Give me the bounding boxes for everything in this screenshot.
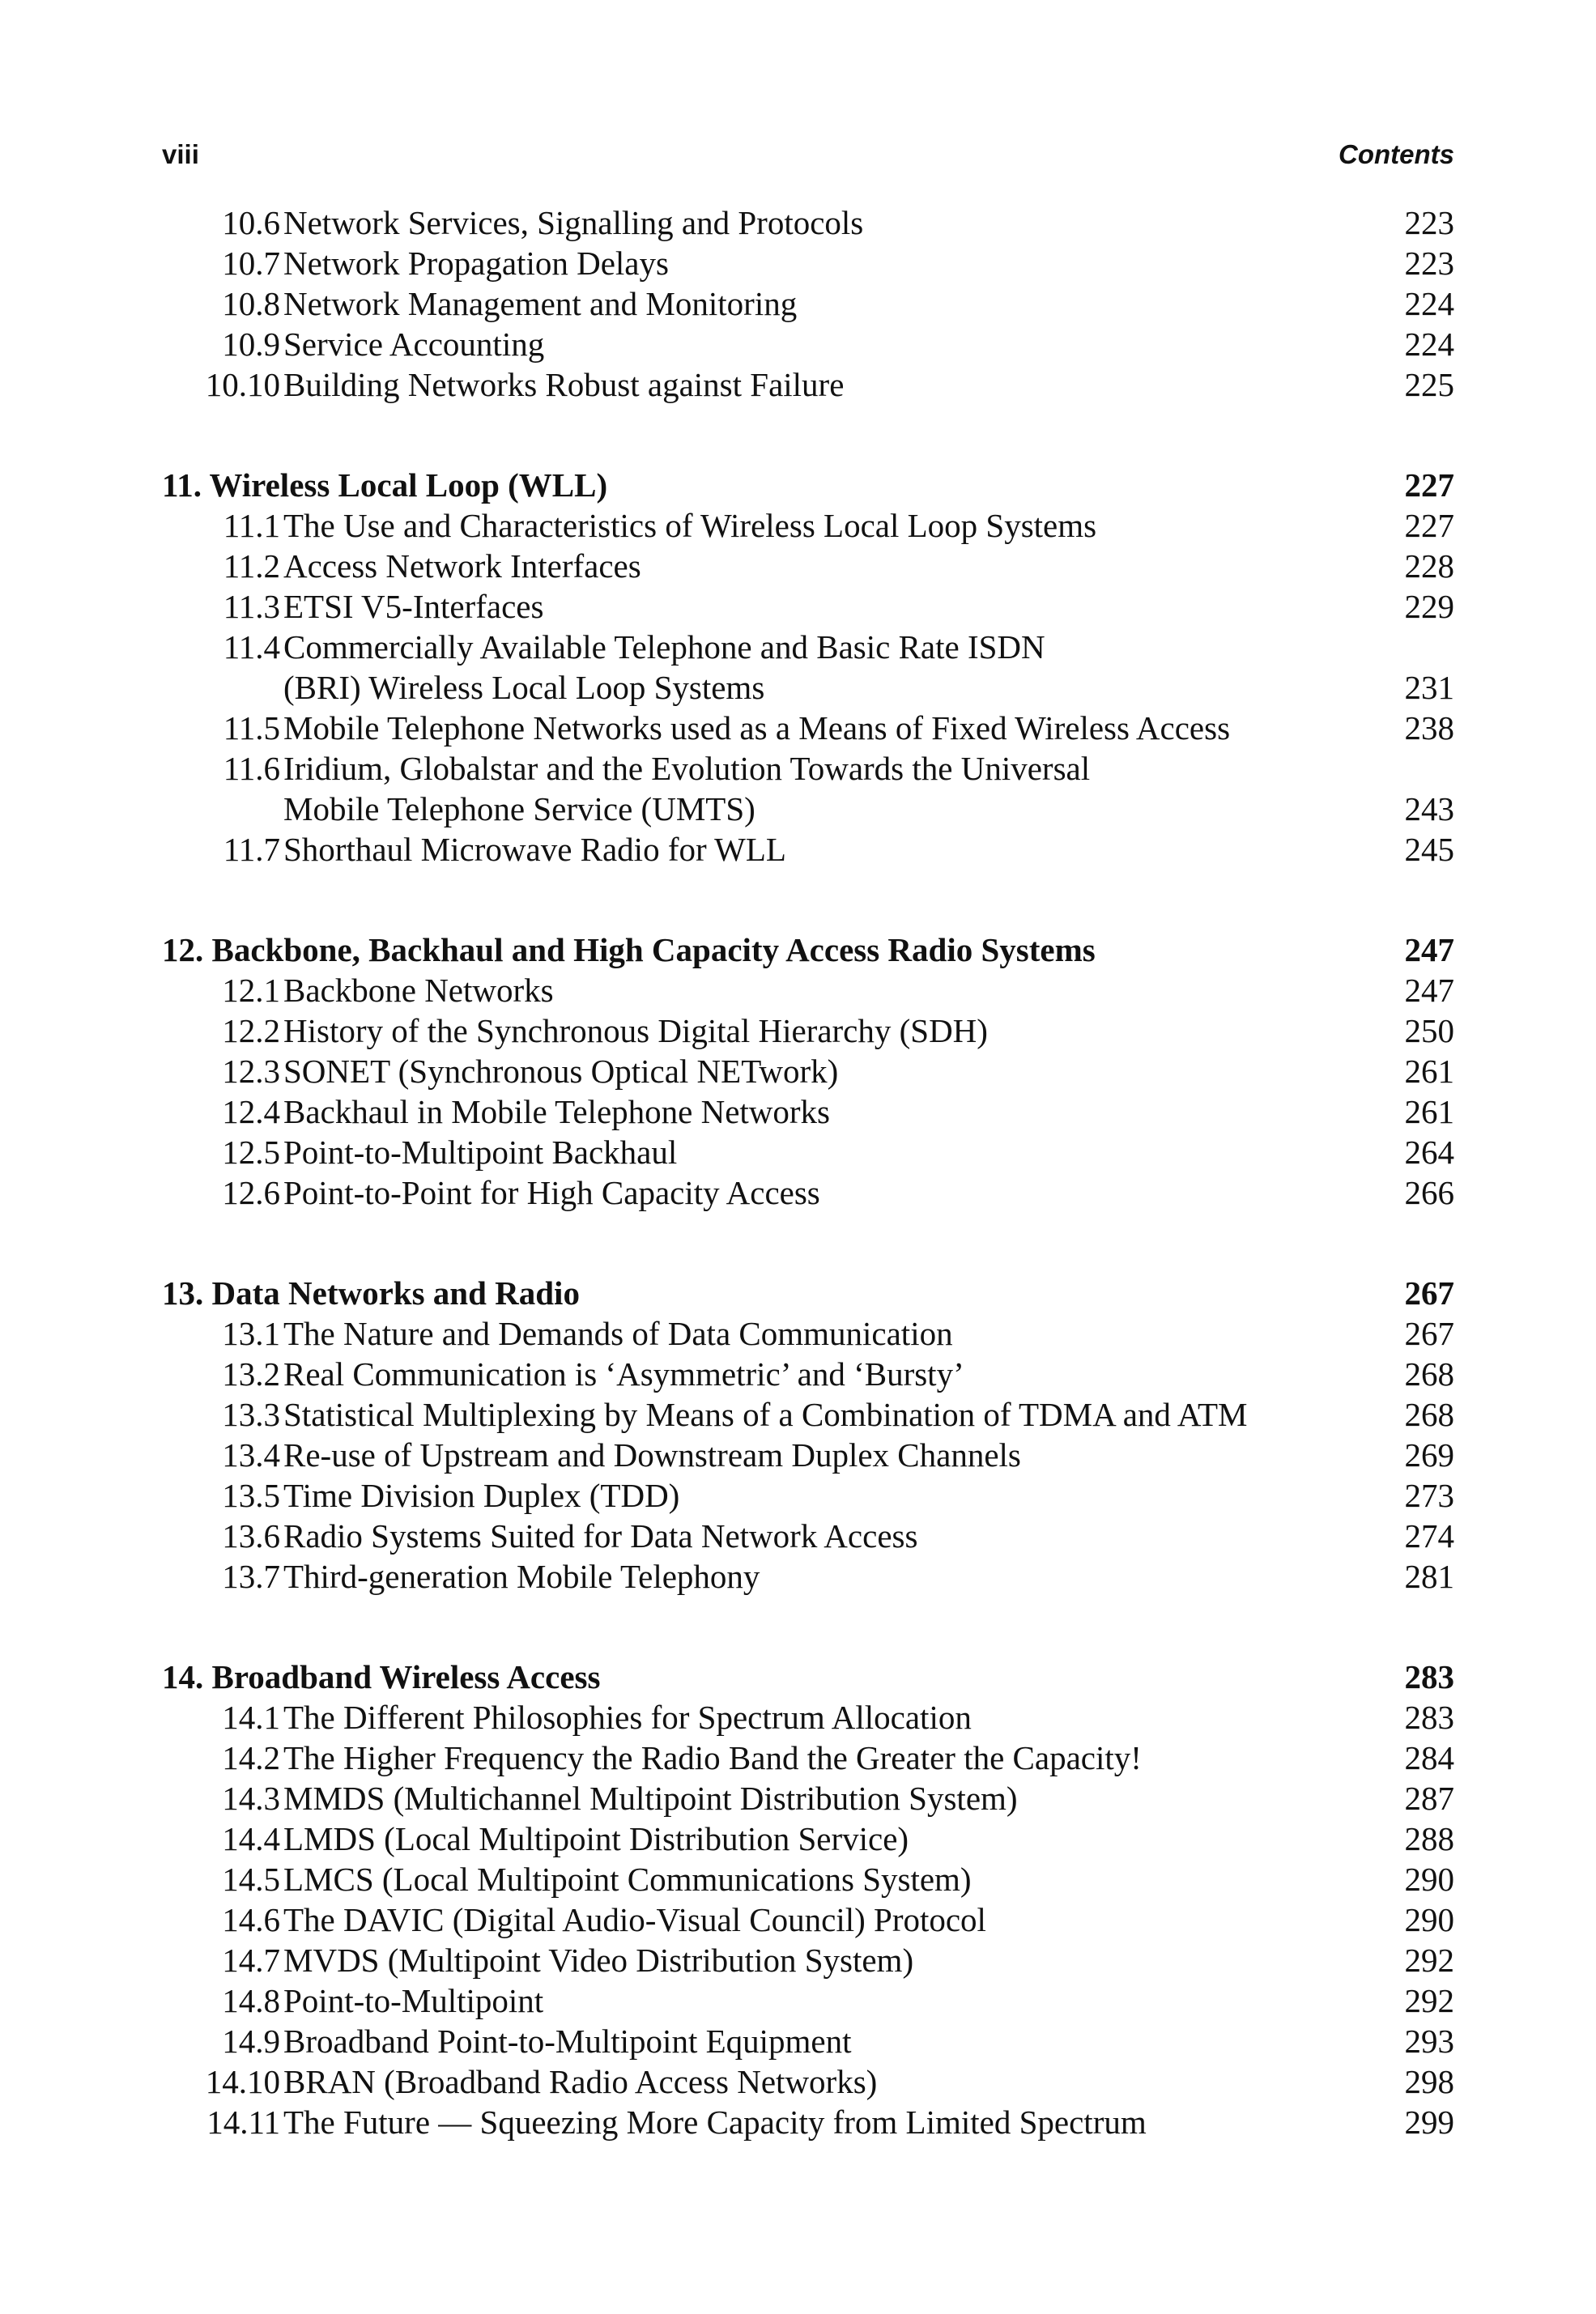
section-page-number: 243 (1404, 790, 1454, 827)
section-title: Service Accounting (283, 325, 545, 363)
section-page-number: 264 (1404, 1134, 1454, 1171)
toc-section-row[interactable] (162, 829, 1454, 870)
section-page-number: 261 (1404, 1053, 1454, 1090)
section-number: 13.2 (222, 1355, 280, 1393)
section-page-number: 225 (1404, 366, 1454, 403)
section-page-number: 293 (1404, 2023, 1454, 2060)
section-title: The Future — Squeezing More Capacity from Limited Spectrum (283, 2103, 1147, 2141)
toc-section-row[interactable] (162, 324, 1454, 364)
chapter-title: 11. Wireless Local Loop (WLL) (162, 466, 608, 504)
section-title: Point-to-Point for High Capacity Access (283, 1174, 820, 1211)
section-page-number: 224 (1404, 285, 1454, 322)
section-number: 10.9 (222, 325, 280, 363)
section-page-number: 227 (1404, 507, 1454, 544)
section-title: ETSI V5-Interfaces (283, 588, 544, 625)
toc-section-row[interactable] (162, 546, 1454, 586)
section-title: MMDS (Multichannel Multipoint Distribution System) (283, 1780, 1018, 1817)
section-title: Mobile Telephone Networks used as a Means of Fixed Wireless Access (283, 709, 1231, 747)
section-number: 14.9 (222, 2023, 280, 2060)
section-page-number: 274 (1404, 1517, 1454, 1555)
section-title: The Use and Characteristics of Wireless Local Loop Systems (283, 507, 1097, 544)
section-number: 12.6 (222, 1174, 280, 1211)
section-page-number: 223 (1404, 245, 1454, 282)
toc-section-row[interactable] (162, 1940, 1454, 1980)
toc-chapter-row[interactable] (162, 465, 1454, 505)
toc-section-row[interactable] (162, 1697, 1454, 1738)
section-number: 11.6 (223, 750, 280, 787)
toc-section-row[interactable] (162, 1172, 1454, 1213)
section-title: Backhaul in Mobile Telephone Networks (283, 1093, 830, 1130)
section-number: 11.3 (223, 588, 280, 625)
section-title: Commercially Available Telephone and Basic Rate ISDN (283, 628, 1045, 666)
section-number: 14.2 (222, 1739, 280, 1776)
section-title: Re-use of Upstream and Downstream Duplex Channels (283, 1436, 1021, 1474)
section-page-number: 231 (1404, 669, 1454, 706)
toc-section-row[interactable] (162, 1010, 1454, 1051)
toc-section-row[interactable] (162, 1778, 1454, 1818)
page-folio: viii (162, 139, 199, 169)
section-title: Building Networks Robust against Failure (283, 366, 845, 403)
toc-section-row[interactable] (162, 1980, 1454, 2021)
section-title: Backbone Networks (283, 972, 554, 1009)
toc-section-row[interactable] (162, 283, 1454, 324)
chapter-page-number: 283 (1404, 1658, 1454, 1695)
section-number: 14.10 (205, 2063, 280, 2100)
chapter-title: 14. Broadband Wireless Access (162, 1658, 601, 1695)
section-number: 12.4 (222, 1093, 280, 1130)
section-title: Mobile Telephone Service (UMTS) (283, 790, 755, 827)
section-page-number: 292 (1404, 1942, 1454, 1979)
section-title: BRAN (Broadband Radio Access Networks) (283, 2063, 878, 2100)
section-title: LMCS (Local Multipoint Communications System) (283, 1861, 972, 1898)
section-number: 13.7 (222, 1558, 280, 1595)
section-page-number: 266 (1404, 1174, 1454, 1211)
section-title: Real Communication is ‘Asymmetric’ and ‘Bursty’ (283, 1355, 964, 1393)
section-number: 13.1 (222, 1315, 280, 1352)
toc-section-row[interactable] (162, 789, 1454, 829)
section-number: 12.5 (222, 1134, 280, 1171)
section-page-number: 288 (1404, 1820, 1454, 1857)
toc-section-row[interactable] (162, 243, 1454, 283)
section-page-number: 283 (1404, 1699, 1454, 1736)
section-page-number: 268 (1404, 1396, 1454, 1433)
section-title: (BRI) Wireless Local Loop Systems (283, 669, 765, 706)
toc-section-row[interactable] (162, 2061, 1454, 2102)
section-title: Time Division Duplex (TDD) (283, 1477, 680, 1514)
section-page-number: 281 (1404, 1558, 1454, 1595)
section-title: Access Network Interfaces (283, 547, 641, 585)
chapter-title: 13. Data Networks and Radio (162, 1274, 580, 1312)
toc-section-row[interactable] (162, 2102, 1454, 2142)
toc-section-row[interactable] (162, 970, 1454, 1010)
section-page-number: 268 (1404, 1355, 1454, 1393)
section-title: Network Services, Signalling and Protocols (283, 204, 864, 241)
section-page-number: 290 (1404, 1861, 1454, 1898)
toc-section-row[interactable] (162, 1516, 1454, 1556)
table-of-contents (162, 202, 1454, 2142)
section-page-number: 269 (1404, 1436, 1454, 1474)
chapter-page-number: 267 (1404, 1274, 1454, 1312)
section-title: Point-to-Multipoint Backhaul (283, 1134, 678, 1171)
toc-section-row[interactable] (162, 505, 1454, 546)
section-number: 13.4 (222, 1436, 280, 1474)
section-page-number: 299 (1404, 2103, 1454, 2141)
section-title: MVDS (Multipoint Video Distribution System) (283, 1942, 914, 1979)
section-page-number: 290 (1404, 1901, 1454, 1938)
section-number: 14.3 (222, 1780, 280, 1817)
section-number: 12.3 (222, 1053, 280, 1090)
toc-section-row[interactable] (162, 1738, 1454, 1778)
section-page-number: 247 (1404, 972, 1454, 1009)
running-title: Contents (1339, 139, 1454, 169)
toc-section-row[interactable] (162, 1899, 1454, 1940)
section-number: 11.2 (223, 547, 280, 585)
toc-section-row[interactable] (162, 708, 1454, 748)
toc-section-row[interactable] (162, 1394, 1454, 1435)
section-page-number: 245 (1404, 831, 1454, 868)
section-title: LMDS (Local Multipoint Distribution Service) (283, 1820, 909, 1857)
running-header (162, 139, 1454, 180)
section-page-number: 228 (1404, 547, 1454, 585)
section-title: The Nature and Demands of Data Communication (283, 1315, 953, 1352)
section-number: 13.6 (222, 1517, 280, 1555)
section-number: 12.1 (222, 972, 280, 1009)
section-title: Iridium, Globalstar and the Evolution Towards the Universal (283, 750, 1091, 787)
section-title: Network Propagation Delays (283, 245, 669, 282)
section-page-number: 287 (1404, 1780, 1454, 1817)
section-title: The Higher Frequency the Radio Band the Greater the Capacity! (283, 1739, 1142, 1776)
chapter-title: 12. Backbone, Backhaul and High Capacity Access Radio Systems (162, 931, 1096, 968)
section-page-number: 261 (1404, 1093, 1454, 1130)
section-number: 11.7 (223, 831, 280, 868)
section-title: History of the Synchronous Digital Hierarchy (SDH) (283, 1012, 988, 1049)
section-number: 10.10 (205, 366, 280, 403)
section-page-number: 267 (1404, 1315, 1454, 1352)
toc-section-row[interactable] (162, 1051, 1454, 1091)
section-number: 13.5 (222, 1477, 280, 1514)
toc-chapter-row[interactable] (162, 1273, 1454, 1313)
section-title: Radio Systems Suited for Data Network Access (283, 1517, 918, 1555)
toc-section-row[interactable] (162, 1435, 1454, 1475)
section-number: 10.8 (222, 285, 280, 322)
section-page-number: 224 (1404, 325, 1454, 363)
section-number: 14.5 (222, 1861, 280, 1898)
toc-section-row[interactable] (162, 1556, 1454, 1597)
section-number: 13.3 (222, 1396, 280, 1433)
section-number: 11.5 (223, 709, 280, 747)
toc-section-row[interactable] (162, 1313, 1454, 1354)
toc-section-row[interactable] (162, 627, 1454, 667)
section-number: 12.2 (222, 1012, 280, 1049)
toc-section-row[interactable] (162, 1091, 1454, 1132)
section-number: 11.1 (223, 507, 280, 544)
toc-section-row[interactable] (162, 586, 1454, 627)
section-title: Statistical Multiplexing by Means of a Combination of TDMA and ATM (283, 1396, 1248, 1433)
chapter-page-number: 247 (1404, 931, 1454, 968)
section-title: Network Management and Monitoring (283, 285, 798, 322)
section-page-number: 250 (1404, 1012, 1454, 1049)
section-page-number: 298 (1404, 2063, 1454, 2100)
section-title: Point-to-Multipoint (283, 1982, 544, 2019)
section-page-number: 284 (1404, 1739, 1454, 1776)
toc-section-row[interactable] (162, 1354, 1454, 1394)
section-number: 14.6 (222, 1901, 280, 1938)
section-page-number: 229 (1404, 588, 1454, 625)
section-number: 10.6 (222, 204, 280, 241)
section-number: 11.4 (223, 628, 280, 666)
section-number: 14.1 (222, 1699, 280, 1736)
toc-section-row[interactable] (162, 2021, 1454, 2061)
toc-section-row[interactable] (162, 364, 1454, 405)
section-title: Shorthaul Microwave Radio for WLL (283, 831, 786, 868)
section-number: 10.7 (222, 245, 280, 282)
section-page-number: 238 (1404, 709, 1454, 747)
section-page-number: 273 (1404, 1477, 1454, 1514)
section-number: 14.4 (222, 1820, 280, 1857)
toc-section-row[interactable] (162, 667, 1454, 708)
section-number: 14.8 (222, 1982, 280, 2019)
section-title: The DAVIC (Digital Audio-Visual Council) Protocol (283, 1901, 986, 1938)
section-page-number: 292 (1404, 1982, 1454, 2019)
toc-section-row[interactable] (162, 1475, 1454, 1516)
section-number: 14.7 (222, 1942, 280, 1979)
section-title: Broadband Point-to-Multipoint Equipment (283, 2023, 852, 2060)
section-title: SONET (Synchronous Optical NETwork) (283, 1053, 839, 1090)
section-page-number: 223 (1404, 204, 1454, 241)
toc-chapter-row[interactable] (162, 1657, 1454, 1697)
toc-section-row[interactable] (162, 1818, 1454, 1859)
chapter-page-number: 227 (1404, 466, 1454, 504)
toc-section-row[interactable] (162, 202, 1454, 243)
section-title: The Different Philosophies for Spectrum Allocation (283, 1699, 972, 1736)
section-number: 14.11 (206, 2103, 280, 2141)
toc-section-row[interactable] (162, 1132, 1454, 1172)
toc-section-row[interactable] (162, 748, 1454, 789)
toc-section-row[interactable] (162, 1859, 1454, 1899)
toc-chapter-row[interactable] (162, 929, 1454, 970)
section-title: Third-generation Mobile Telephony (283, 1558, 760, 1595)
